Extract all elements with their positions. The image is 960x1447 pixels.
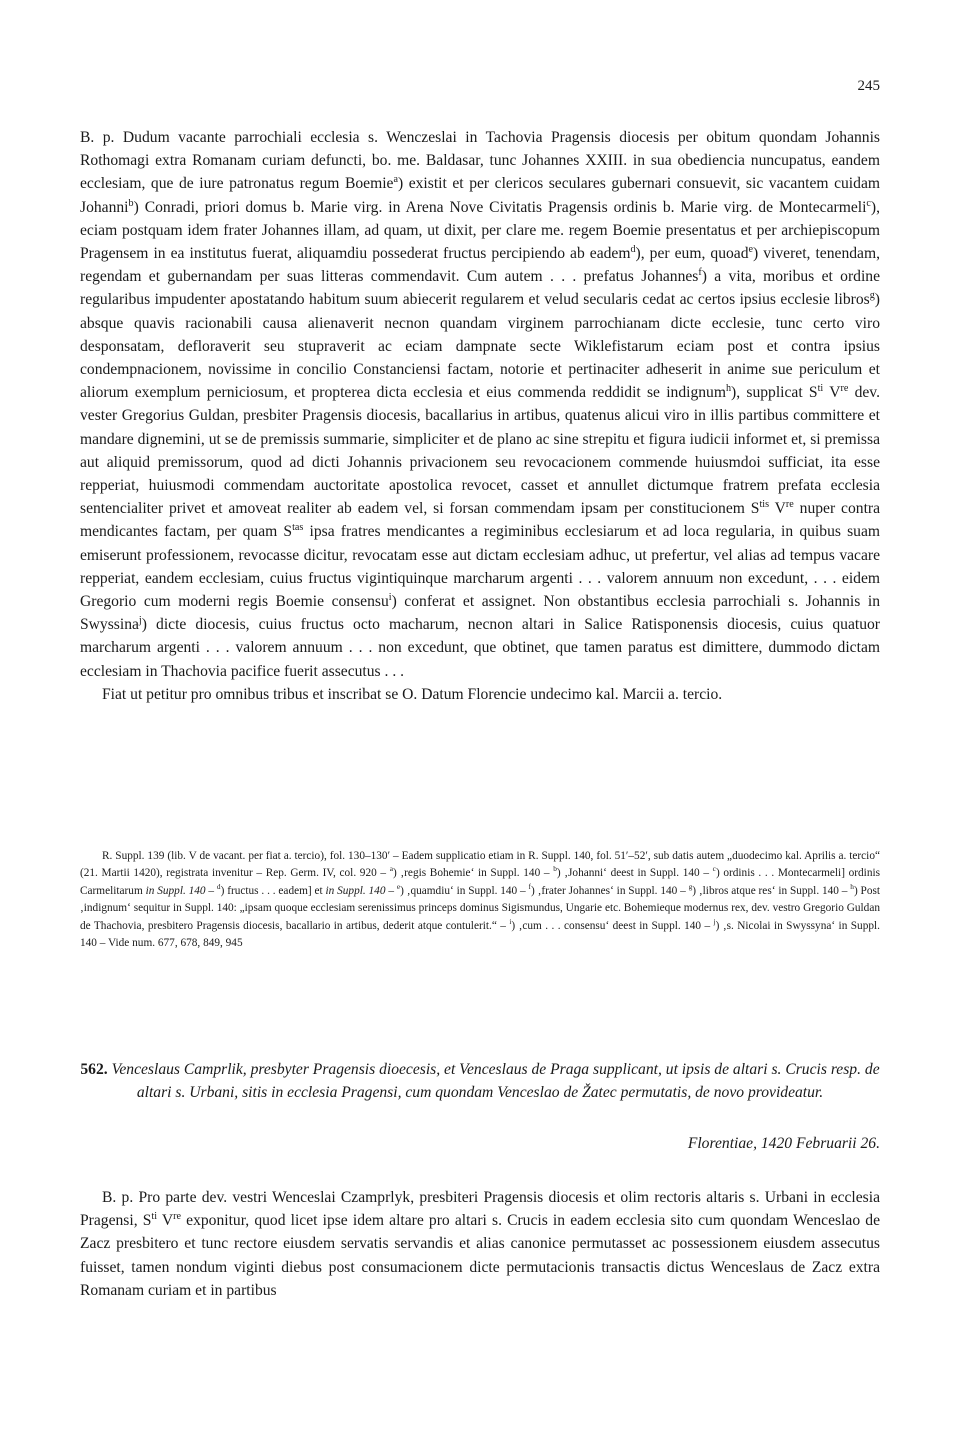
entry-561-apparatus	[80, 848, 880, 952]
footnotes: R. Suppl. 139 (lib. V de vacant. per fiat a. tercio), fol. 130–130′ – Eadem supplicatio etiam in R. Suppl. 140, fol. 51′–52′, sub datis autem „duodecimo kal. Aprilis a. tercio“ (21. Martii 1420), registrata invenitur – Rep. Germ. IV, col. 920 – $^a$) ‚regis Bohemie‘ in Suppl. 140 – $^b$) ‚Johanni‘ deest in Suppl. 140 – $^c$) ordinis . . . Montecarmeli] ordinis Carmelitarum in Suppl. 140 – $^d$) fructus . . . eadem] et in Suppl. 140 – $^e$) ‚quamdiu‘ in Suppl. 140 – $^f$) ‚frater Johannes‘ in Suppl. 140 – $^g$) ‚libros atque res‘ in Suppl. 140 – $^h$) Post ‚indignum‘ sequitur in Suppl. 140: „ipsam quoque ecclesiam serenissimus princeps dominus Sigismundus, Ungarie etc. Bohemieque modernus rex, dev. vestro Gregorio Guldan de Thachovia, presbitero Pragensis diocesis, bacallario in artibus, dederit atque contulerit.“ – $^i$) ‚cum . . . consensu‘ deest in Suppl. 140 – $^j$) ‚s. Nicolai in Swyssyna‘ in Suppl. 140 – Vide num. 677, 678, 849, 945	[80, 850, 881, 950]
entry-562-heading	[80, 1058, 880, 1104]
entry-562-text	[80, 1186, 880, 1302]
entry-562-body: B. p. Pro parte dev. vestri Wenceslai Czamprlyk, presbiteri Pragensis diocesis et olim rectoris altaris s. Urbani in ecclesia Pragensi, $S^{ti}$ Vre exponitur, quod licet ipse idem altare pro altari s. Crucis in eadem ecclesia sito cum quondam Wenceslao de Zacz presbitero et tunc rectore eiusdem servatis servandis et alias canonice permutasset ac possessionem eiusdem assecutus fuisset, tamen nondum viginti diebus post consumacionem dicte permutacionis transactis dictus Wenceslaus de Zacz extra Romanam curiam et in partibus	[80, 1189, 880, 1299]
entry-561-text	[80, 126, 880, 706]
page-number: 245	[857, 78, 880, 94]
entry-number: 562.	[80, 1061, 108, 1078]
entry-regest: Venceslaus Camprlik, presbyter Pragensis dioecesis, et Venceslaus de Praga supplicant, ut ipsis de altari s. Crucis resp. de altari s. Urbani, sitis in ecclesia Pragensi, cum quondam Venceslao de Žatec permutatis, de novo provideatur.	[111, 1061, 880, 1102]
entry-561-body: B. p. Dudum vacante parrochiali ecclesia s. Wenczeslai in Tachovia Pragensis diocesis per obitum quondam Johannis Rothomagi extra Romanam curiam defuncti, bo. me. Baldasar, tunc Johannes XXIII. in sua obediencia nuncupatus, eandem ecclesiam, que de iure patronatus regum Boemie$^a$) existit et per clericos seculares gubernari consuevit, sic vacantem cuidam Johanni$^b$) Conradi, priori domus b. Marie virg. in Arena Nove Civitatis Pragensis ordinis b. Marie virg. de Montecarmeli$^c$), eciam postquam idem frater Johannes illam, ad quam, ut dixit, per clare me. regem Boemie presentatus et per archiepiscopum Pragensem in ea institutus fuerat, aliquamdiu possederat fructus percipiendo ab eadem$^d$), per eum, quoad$^e$) viveret, tenendam, regendam et gubernandam per suas litteras commendavit. Cum autem . . . prefatus Johannes$^f$) a vita, moribus et ordine regularibus impudenter apostatando habitum suum abiecerit regularem et velud secularis cedat ac certos ipsius ecclesie libros$^g$) absque quavis racionabili causa alienaverit necnon quandam virginem parrochianam dicte ecclesie, tunc certo viro desponsatam, defloraverit seu stupraverit ac eciam dampnate secte Wiklefistarum eciam post et contra ipsius condempnacionem, novissime in concilio Constanciensi factam, notorie et pertinaciter adheserit in anime sue periculum et aliorum exemplum perniciosum, et propterea dicta ecclesia et eius commenda reddidit se indignum$^h$), supplicat $S^{ti}$ Vre dev. vester Gregorius Guldan, presbiter Pragensis diocesis, bacallarius in artibus, quatenus alicui viro in illis partibus committere et mandare dignemini, ut se de premissis summarie, simpliciter et de plano ac sine strepitu et figura iudicii informet et, si premissa aut aliquid premissorum, quod ad dicti Johannis privacionem seu revocacionem commende huiusmdoi sufficiat, ita esse repperiat, huiusmodi commendam auctoritate apostolica revocet, casset et annullet dictumque fratrem prefata ecclesia sentencialiter privet et amoveat realiter ab eadem vel, si forsan commendam ipsam per constitucionem $S^{tis}$ Vre nuper contra mendicantes factam, per quam $S^{tas}$ ipsa fratres mendicantes a regiminibus ecclesiarum et ad loca regularia, in quibus suam emiserunt professionem, revocasse dicitur, revocatam esse aut dictam ecclesiam adhuc, ut prefertur, vel alias ad tempus vacare repperiat, eandem ecclesiam, cuius fructus vigintiquinque marcharum argenti . . . valorem annuum non excedunt, . . . eidem Gregorio cum moderni regis Boemie consensu$^i$) conferat et assignet. Non obstantibus ecclesia parrochiali s. Johannis in Swyssina$^j$) dicte diocesis, cuius fructus octo macharum, necnon altari in Salice Ratisponensis diocesis, cuius quatuor marcharum argenti . . . valorem annuum . . . non excedunt, que obtinet, que tamen paratus est dimittere, dummodo dictam ecclesiam in Thachovia pacifice fuerit assecutus . . .	[80, 129, 881, 680]
entry-561-fiat: Fiat ut petitur pro omnibus tribus et inscribat se O. Datum Florencie undecimo kal. Marcii a. tercio.	[102, 685, 723, 703]
entry-562-dateline: Florentiae, 1420 Februarii 26.	[687, 1135, 880, 1152]
